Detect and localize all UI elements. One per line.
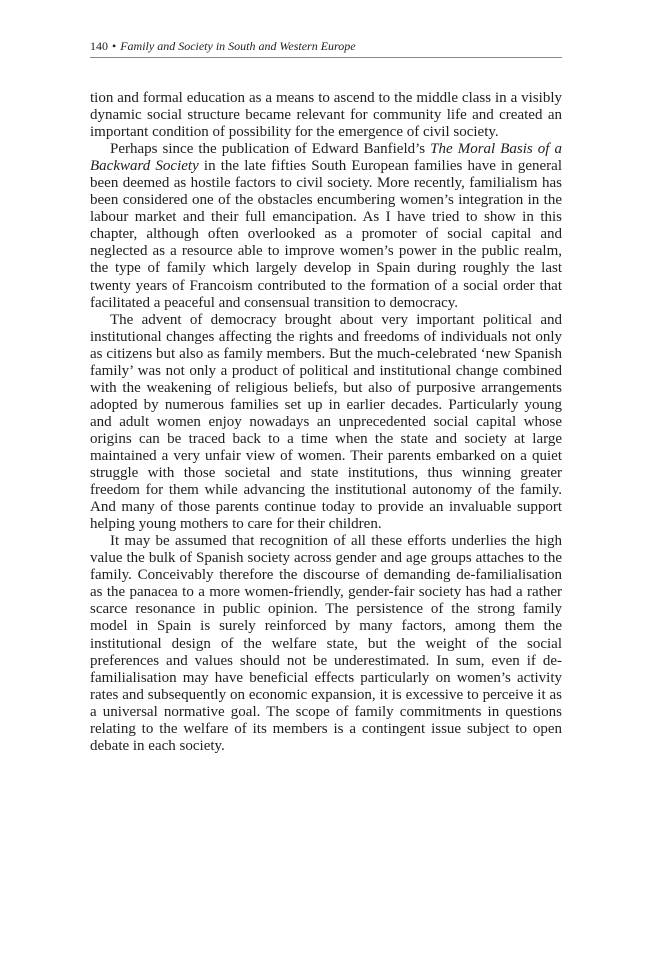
paragraph-text-before: Perhaps since the publication of Edward Banfield’s (110, 141, 431, 158)
paragraph-democracy: The advent of democracy brought about very important political and institutional changes affecting the rights and freedoms of individuals not only as citizens but also as family members. But the much-celebrated ‘new Spanish family’ was not only a product of political and institutional change combined with the weakening of religious beliefs, but also of purposive arrangements adopted by numerous families set up in earlier decades. Particularly young and adult women enjoy nowadays an unprecedented social capital whose origins can be traced back to a time when the state and society at large maintained a very unfair view of women. Their parents embarked on a quiet struggle with those societal and state institutions, thus winning greater freedom for them while advancing the institutional autonomy of the family. And many of those parents continue today to provide an invaluable support helping young mothers to care for their children. (90, 311, 562, 533)
book-title-citation: The Moral Basis of a Backward Society (90, 141, 562, 175)
paragraph-banfield (90, 141, 562, 311)
book-title: Family and Society in South and Western Europe (120, 39, 356, 53)
bullet-separator: • (112, 39, 117, 53)
body-text (90, 90, 562, 755)
page-number: 140 (90, 39, 108, 53)
book-page (90, 38, 562, 755)
paragraph-conclusion: It may be assumed that recognition of all these efforts underlies the high value the bulk of Spanish society across gender and age groups attaches to the family. Conceivably therefore the discourse of demanding de-familialisation as the panacea to a more women-friendly, gender-fair society has had a rather scarce resonance in public opinion. The persistence of the strong family model in Spain is surely reinforced by many factors, among them the institutional design of the welfare state, but the weight of the social preferences and values should not be underestimated. In sum, even if de-familialisation may have beneficial effects particularly on women’s activity rates and subsequently on economic expansion, it is excessive to perceive it as a universal normative goal. The scope of family commitments in questions relating to the welfare of its members is a contingent issue subject to open debate in each society. (90, 533, 562, 754)
running-head (90, 38, 562, 58)
paragraph-continued: tion and formal education as a means to ascend to the middle class in a visibly dynamic social structure became relevant for community life and created an important condition of possibility for the emergence of civil society. (90, 90, 562, 141)
paragraph-text-after: in the late fifties South European families have in general been deemed as hostile factors to civil society. More recently, familialism has been considered one of the obstacles encumbering women’s integration in the labour market and their full emancipation. As I have tried to show in this chapter, although often overlooked as a promoter of social capital and neglected as a resource able to improve women’s power in the public realm, the type of family which largely develop in Spain during roughly the last twenty years of Francoism contributed to the formation of a social order that facilitated a peaceful and consensual transition to democracy. (90, 158, 562, 311)
